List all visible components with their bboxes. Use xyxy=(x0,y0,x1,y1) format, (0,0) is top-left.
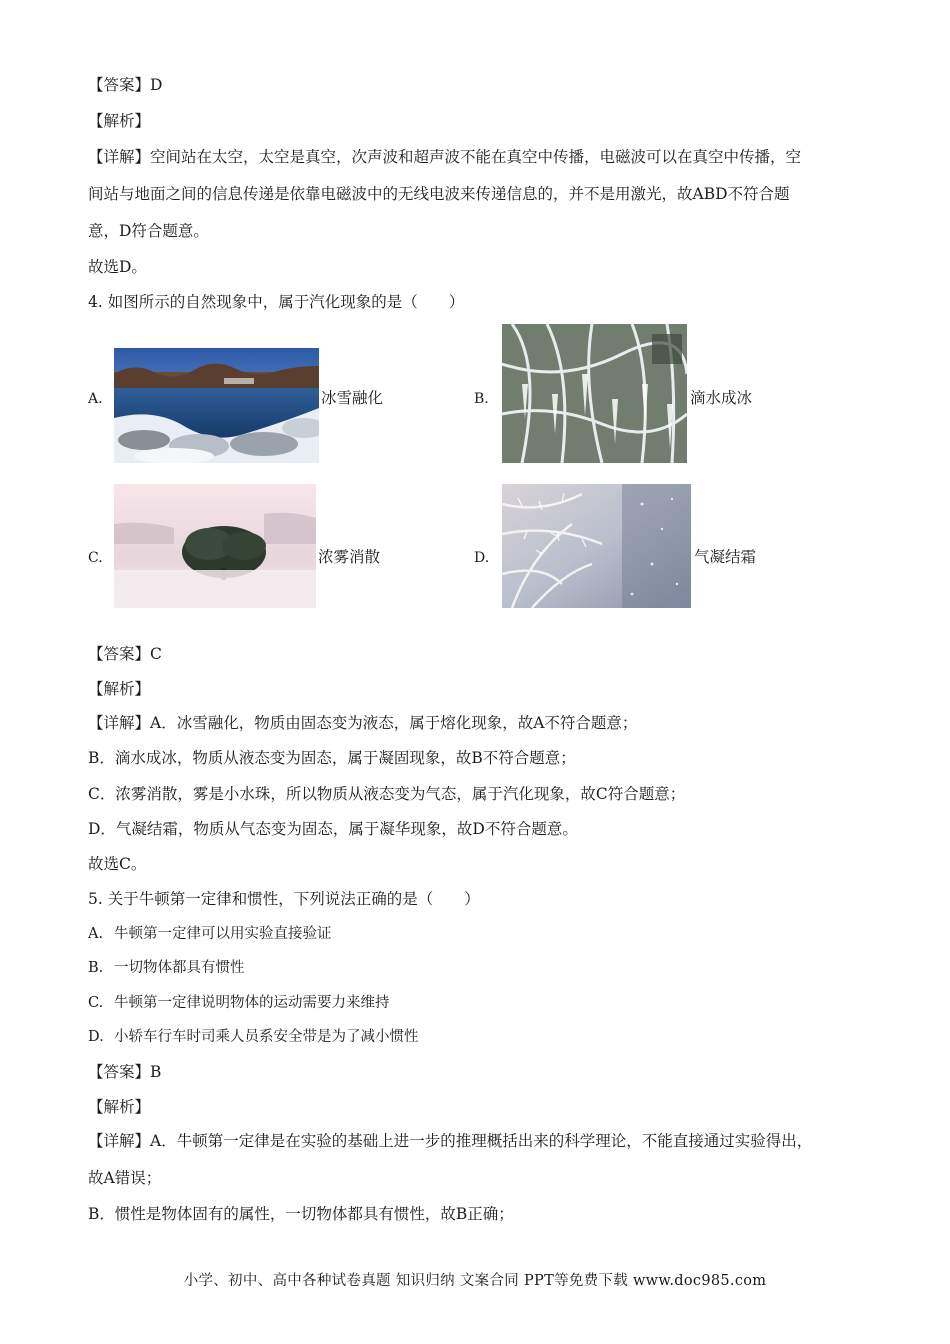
q5-choice-d xyxy=(88,1026,419,1048)
q5-detail-line-3: B．惯性是物体固有的属性，一切物体都具有惯性，故B正确； xyxy=(88,1205,514,1223)
frost-branches-image xyxy=(502,484,691,608)
q4-option-a-caption: 冰雪融化 xyxy=(321,389,384,407)
q3-detail-line-1: 【详解】空间站在太空，太空是真空，次声波和超声波不能在真空中传播，电磁波可以在真空中传播，空 xyxy=(88,148,802,166)
q3-detail-line-2: 间站与地面之间的信息传递是依靠电磁波中的无线电波来传递信息的，并不是用激光，故ABD不符合题 xyxy=(88,185,790,203)
q4-analysis: 【解析】 xyxy=(88,680,151,698)
q5-choice-c xyxy=(88,992,390,1014)
q5-choice-d-label: D. xyxy=(88,1029,104,1045)
q4-option-b-label: B. xyxy=(474,391,489,407)
q5-detail-line-2: 故A错误； xyxy=(88,1169,162,1187)
q4-option-d-caption: 气凝结霜 xyxy=(694,548,757,566)
q5-analysis: 【解析】 xyxy=(88,1098,151,1116)
q4-stem: 4. 如图所示的自然现象中，属于汽化现象的是（ ） xyxy=(88,293,465,311)
q4-option-c-caption: 浓雾消散 xyxy=(318,548,381,566)
q4-option-d-label: D. xyxy=(474,550,490,566)
q5-choice-c-text: 牛顿第一定律说明物体的运动需要力来维持 xyxy=(114,995,390,1011)
q3-answer: 【答案】D xyxy=(88,76,163,94)
q5-choice-b-label: B. xyxy=(88,960,104,976)
q4-option-b-caption: 滴水成冰 xyxy=(690,389,753,407)
q5-detail-line-1: 【详解】A．牛顿第一定律是在实验的基础上进一步的推理概括出来的科学理论，不能直接通过实验得出， xyxy=(88,1132,813,1150)
q5-choice-d-text: 小轿车行车时司乘人员系安全带是为了减小惯性 xyxy=(114,1029,419,1045)
page-footer: 小学、初中、高中各种试卷真题 知识归纳 文案合同 PPT等免费下载 www.doc985.com xyxy=(183,1273,767,1289)
icicles-image xyxy=(502,324,687,463)
q4-detail-line-2: B．滴水成冰，物质从液态变为固态，属于凝固现象，故B不符合题意； xyxy=(88,749,576,767)
q3-detail-line-3: 意，D符合题意。 xyxy=(88,222,209,240)
q4-answer: 【答案】C xyxy=(88,645,162,663)
q5-choice-a-label: A. xyxy=(88,926,104,942)
q5-choice-c-label: C. xyxy=(88,995,104,1011)
q4-option-c-photo xyxy=(114,484,316,608)
q4-option-a-label: A. xyxy=(88,391,103,407)
q4-option-b-photo xyxy=(502,324,687,463)
q5-choice-b-text: 一切物体都具有惯性 xyxy=(114,960,245,976)
q4-option-a-photo xyxy=(114,348,319,463)
q5-choice-a-text: 牛顿第一定律可以用实验直接验证 xyxy=(114,926,332,942)
melting-snow-lake-image xyxy=(114,348,319,463)
q5-answer: 【答案】B xyxy=(88,1063,162,1081)
q4-option-c-label: C. xyxy=(88,550,103,566)
q5-stem: 5. 关于牛顿第一定律和惯性，下列说法正确的是（ ） xyxy=(88,890,480,908)
q3-analysis: 【解析】 xyxy=(88,112,151,130)
q4-option-d-photo xyxy=(502,484,691,608)
q5-choice-b xyxy=(88,957,245,979)
q5-choice-a xyxy=(88,923,332,945)
q4-detail-line-3: C．浓雾消散，雾是小水珠，所以物质从液态变为气态，属于汽化现象，故C符合题意； xyxy=(88,785,686,803)
q4-detail-line-4: D．气凝结霜，物质从气态变为固态，属于凝华现象，故D不符合题意。 xyxy=(88,820,578,838)
q4-detail-line-1: 【详解】A．冰雪融化，物质由固态变为液态，属于熔化现象，故A不符合题意； xyxy=(88,714,638,732)
q3-conclusion: 故选D。 xyxy=(88,258,147,276)
fog-tree-image xyxy=(114,484,316,608)
q4-conclusion: 故选C。 xyxy=(88,855,147,873)
